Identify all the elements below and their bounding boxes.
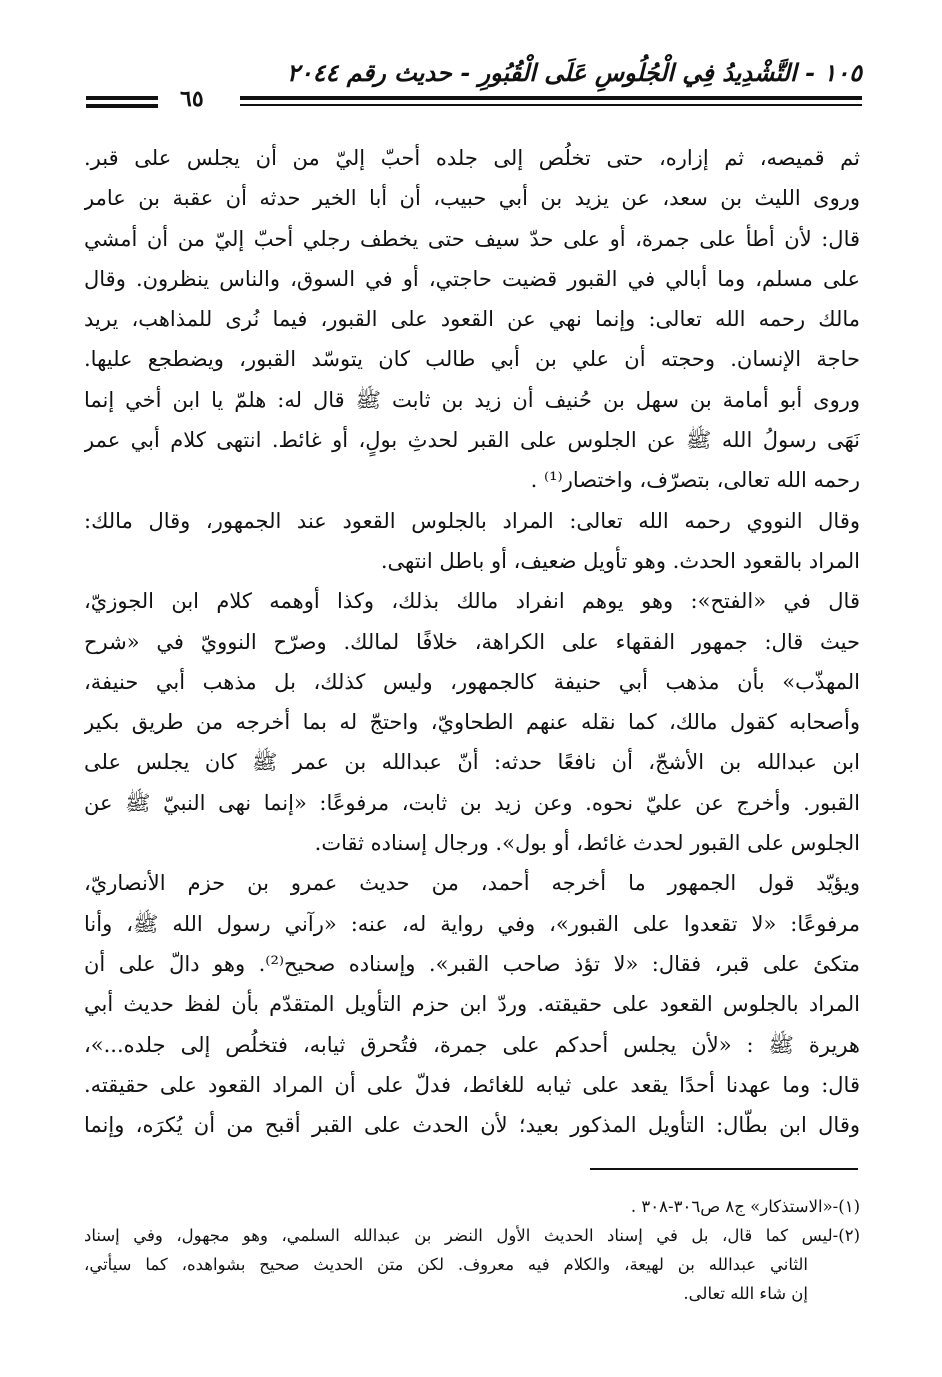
body-line: وأصحابه كقول مالك، كما نقله عنهم الطحاويّ، واحتجّ له بما أخرجه من طريق بكير [84, 710, 860, 735]
footnote-line: إن شاء الله تعالى. [683, 1284, 808, 1303]
header-rule-left-top [86, 96, 158, 100]
header-rule-right-thick [240, 96, 862, 100]
footnotes [84, 1192, 860, 1308]
running-header-title: ١٠٥ - التَّشْدِيدُ فِي الْجُلُوسِ عَلَى الْقُبُورِ - حديث رقم ٢٠٤٤ [286, 58, 862, 87]
header-rule-right-thin [240, 104, 862, 106]
body-line: وروى الليث بن سعد، عن يزيد بن أبي حبيب، أن أبا الخير حدثه أن عقبة بن عامر [84, 186, 860, 211]
body-line: حيث قال: جمهور الفقهاء على الكراهة، خلافًا لمالك. وصرّح النوويّ في «شرح [84, 629, 860, 654]
body-line: نَهَى رسولُ الله ﷺ عن الجلوس على القبر لحدثِ بولٍ، أو غائط. انتهى كلام أبي عمر [84, 428, 860, 453]
footnote-line: الثاني عبدالله بن لهيعة، والكلام فيه معروف. لكن متن الحديث صحيح بشواهده، كما سيأتي، [84, 1255, 808, 1274]
body-line: القبور. وأخرج عن عليّ نحوه. وعن زيد بن ثابت، مرفوعًا: «إنما نهى النبيّ ﷺ عن [84, 790, 860, 815]
body-line: المهذّب» بأن مذهب أبي حنيفة كالجمهور، وليس كذلك، بل مذهب أبي حنيفة، [84, 669, 860, 694]
body-line: مالك رحمه الله تعالى: وإنما نهي عن القعود على القبور، فيما نُرى للمذاهب، يريد [84, 307, 860, 332]
body-line: المراد بالجلوس القعود على حقيقته. وردّ ابن حزم التأويل المتقدّم بأن لفظ حديث أبي [84, 992, 860, 1017]
body-line: وقال ابن بطّال: التأويل المذكور بعيد؛ لأن الحدث على القبر أقبح من أن يُكرَه، وإنما [84, 1113, 860, 1138]
body-line: قال في «الفتح»: وهو يوهم انفراد مالك بذلك، وكذا أوهمه كلام ابن الجوزيّ، [84, 589, 860, 614]
body-line: وروى أبو أمامة بن سهل بن حُنيف أن زيد بن ثابت ﷺ قال له: هلمّ يا ابن أخي إنما [84, 387, 860, 412]
footnote-line: (٢)-ليس كما قال، بل في إسناد الحديث الأول النضر بن عبدالله السلمي، وهو مجهول، وفي إسناد [84, 1226, 860, 1245]
body-line: ثم قميصه، ثم إزاره، حتى تخلُص إلى جلده أحبّ إليّ من أن يجلس على قبر. [84, 146, 860, 170]
body-line: حاجة الإنسان. وحجته أن علي بن أبي طالب كان يتوسّد القبور، ويضطجع عليها. [84, 347, 860, 372]
body-line: هريرة ﷺ : «لأن يجلس أحدكم على جمرة، فتُحرق ثيابه، فتخلُص إلى جلده...»، [84, 1032, 860, 1057]
body-line: ابن عبدالله بن الأشجّ، أن نافعًا حدثه: أنّ عبدالله بن عمر ﷺ كان يجلس على [84, 750, 860, 775]
body-text [84, 138, 860, 1145]
body-line: الجلوس على القبور لحدث غائط، أو بول». ورجال إسناده ثقات. [314, 831, 860, 856]
body-line: وقال النووي رحمه الله تعالى: المراد بالجلوس القعود عند الجمهور، وقال مالك: [84, 508, 860, 533]
body-line: مرفوعًا: «لا تقعدوا على القبور»، وفي رواية له، عنه: «رآني رسول الله ﷺ، وأنا [84, 911, 860, 936]
header-rule-left-bottom [86, 104, 158, 108]
footnote-separator [590, 1168, 858, 1170]
body-line: قال: وما عهدنا أحدًا يقعد على ثيابه للغائط، فدلّ على أن المراد القعود على حقيقته. [84, 1072, 860, 1097]
body-line: متكئ على قبر، فقال: «لا تؤذ صاحب القبر». وإسناده صحيح⁽²⁾. وهو دالّ على أن [84, 951, 860, 976]
body-line: على مسلم، وما أبالي في القبور قضيت حاجتي، أو في السوق، والناس ينظرون. وقال [84, 266, 860, 291]
body-line: قال: لأن أطأ على جمرة، أو على حدّ سيف حتى يخطف رجلي أحبّ إليّ من أن أمشي [84, 226, 860, 251]
footnote-line: (١)-«الاستذكار» ج٨ ص٣٠٦-٣٠٨ . [630, 1197, 860, 1216]
body-line: ويؤيّد قول الجمهور ما أخرجه أحمد، من حديث عمرو بن حزم الأنصاريّ، [84, 871, 860, 896]
page-number: ٦٥ [180, 86, 204, 112]
body-line: المراد بالقعود الحدث. وهو تأويل ضعيف، أو باطل انتهى. [380, 548, 860, 573]
body-line: رحمه الله تعالى، بتصرّف، واختصار⁽¹⁾ . [530, 468, 860, 493]
